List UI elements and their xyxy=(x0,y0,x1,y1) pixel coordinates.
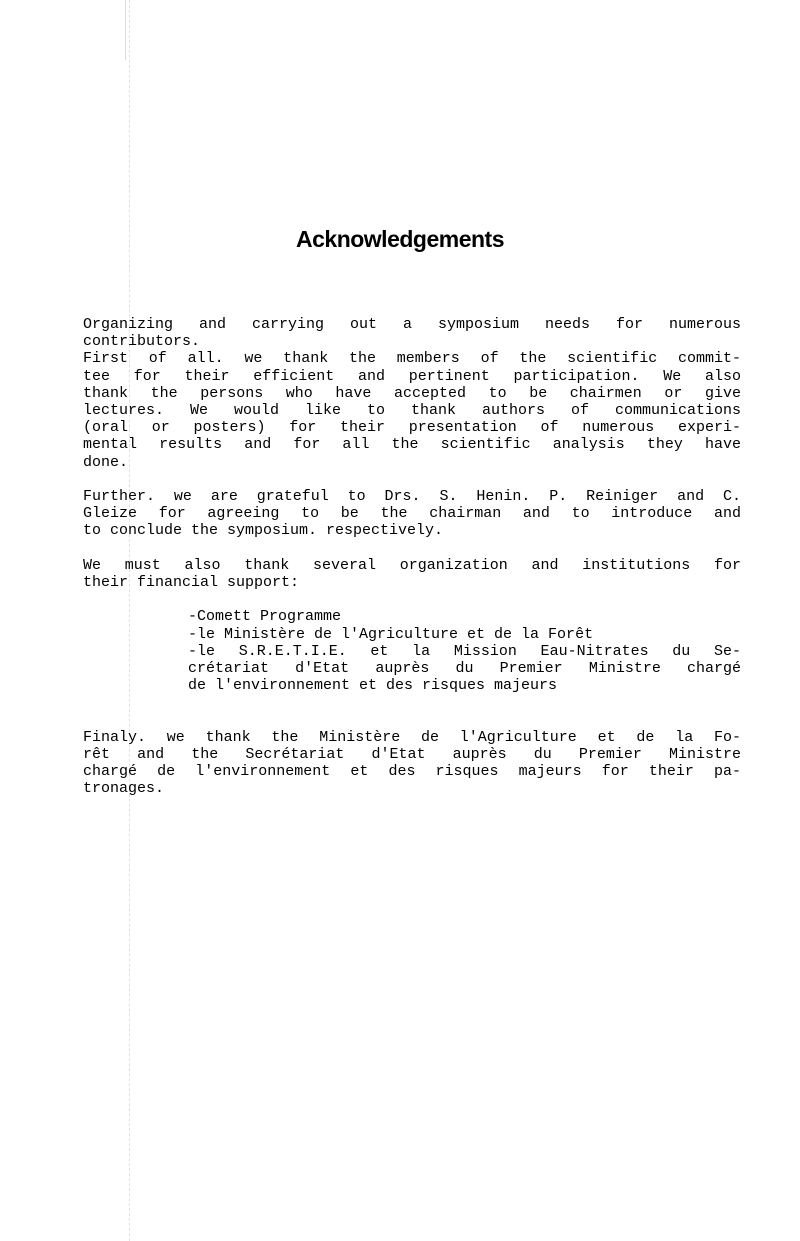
paragraph-spacer xyxy=(83,540,741,557)
text-line: chargé de l'environnement et des risques majeurs for their pa- xyxy=(83,763,741,781)
paragraph-thanks-chairmen xyxy=(83,488,741,540)
support-list xyxy=(83,608,741,694)
list-item: -le S.R.E.T.I.E. et la Mission Eau-Nitrates du Se- xyxy=(188,642,741,660)
paragraph-spacer xyxy=(83,694,741,728)
text-line: Further. we are grateful to Drs. S. Henin. P. Reiniger and C. xyxy=(83,488,741,506)
text-line: done. xyxy=(83,453,129,471)
text-line: rêt and the Secrétariat d'Etat auprès du Premier Ministre xyxy=(83,746,741,764)
paragraph-thanks-institutions xyxy=(83,557,741,591)
page-title: Acknowledgements xyxy=(296,226,504,252)
text-line: We must also thank several organization and institutions for xyxy=(83,556,741,574)
paragraph-spacer xyxy=(83,591,741,608)
paragraph-thanks-ministry xyxy=(83,729,741,798)
body-text xyxy=(83,316,741,798)
paragraph-spacer xyxy=(83,471,741,488)
text-line: contributors. xyxy=(83,333,201,351)
paragraph-intro xyxy=(83,316,741,350)
paragraph-thanks-committee xyxy=(83,350,741,470)
scan-artifact-mark xyxy=(125,0,126,60)
list-item: -Comett Programme xyxy=(188,608,342,626)
text-line: Organizing and carrying out a symposium needs for numerous xyxy=(83,316,741,333)
text-line: mental results and for all the scientific analysis they have xyxy=(83,436,741,454)
text-line: tee for their efficient and pertinent participation. We also xyxy=(83,367,741,385)
text-line: Finaly. we thank the Ministère de l'Agriculture et de la Fo- xyxy=(83,728,741,746)
text-line: First of all. we thank the members of the scientific commit- xyxy=(83,350,741,368)
text-line: (oral or posters) for their presentation of numerous experi- xyxy=(83,419,741,437)
text-line: to conclude the symposium. respectively. xyxy=(83,522,444,540)
text-line: Gleize for agreeing to be the chairman and to introduce and xyxy=(83,505,741,523)
list-item: crétariat d'Etat auprès du Premier Ministre chargé xyxy=(188,660,741,678)
list-item: -le Ministère de l'Agriculture et de la Forêt xyxy=(188,625,594,643)
text-line: thank the persons who have accepted to be chairmen or give xyxy=(83,384,741,402)
text-line: lectures. We would like to thank authors of communications xyxy=(83,402,741,420)
text-line: tronages. xyxy=(83,780,165,798)
list-item: de l'environnement et des risques majeurs xyxy=(188,677,558,695)
text-line: their financial support: xyxy=(83,574,300,592)
